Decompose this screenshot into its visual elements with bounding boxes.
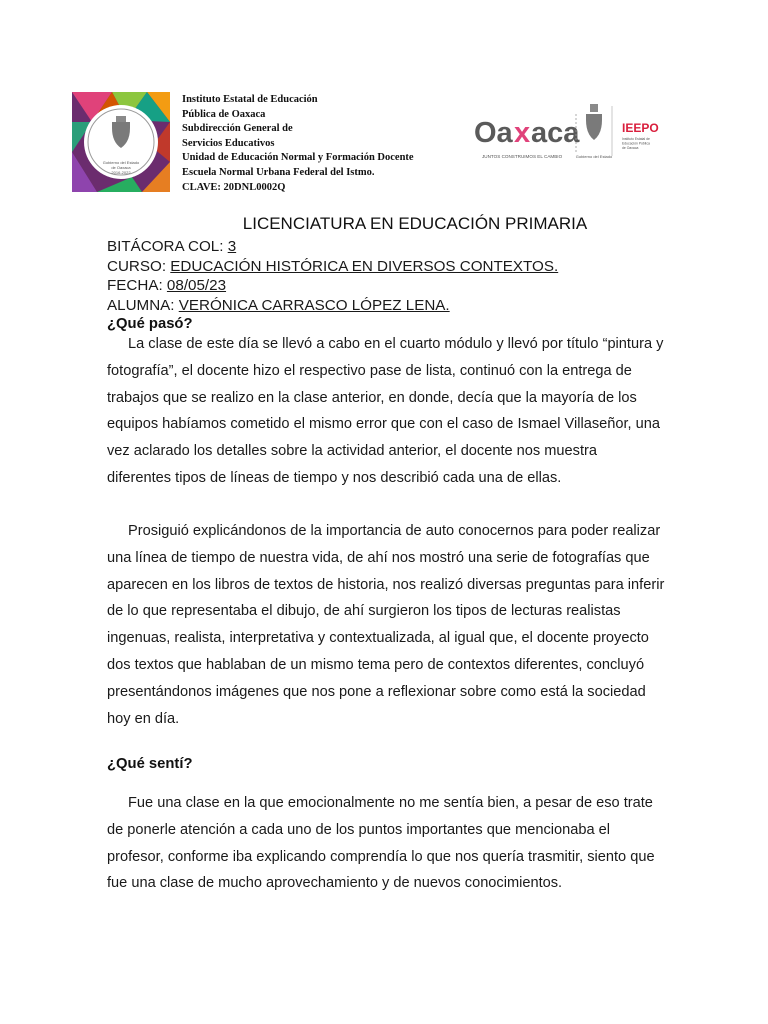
field-alumna bbox=[107, 296, 558, 316]
section-heading-que-senti: ¿Qué sentí? bbox=[107, 756, 193, 772]
document-fields bbox=[107, 237, 558, 315]
svg-text:Gobierno del Estado: Gobierno del Estado bbox=[102, 160, 140, 165]
institution-line: Subdirección General de bbox=[182, 123, 293, 135]
field-label: FECHA: bbox=[107, 277, 167, 294]
institution-line: CLAVE: 20DNL0002Q bbox=[182, 181, 286, 193]
institution-line: Servicios Educativos bbox=[182, 137, 275, 149]
paragraph: Prosiguió explicándonos de la importancia de auto conocernos para poder realizar una línea de tiempo de nuestra vida, de ahí nos mostró una serie de fotografías que aparecen en los libros de textos de historia, nos realizó diversas preguntas para inferir de lo que representaba el dibujo, de ahí surgieron los tipos de lecturas realistas ingenuas, realista, interpretativa y contextualizada, al igual que, el docente proyecto dos textos que hablaban de un mismo tema pero de contextos diferentes, concluyó presentándonos imágenes que nos pone a reflexionar sobre como está la sociedad hoy en día. bbox=[107, 523, 665, 727]
institution-line: Pública de Oaxaca bbox=[182, 108, 266, 120]
institution-line: Instituto Estatal de Educación bbox=[182, 94, 318, 105]
svg-text:Instituto Estatal de: Instituto Estatal de bbox=[622, 137, 650, 141]
institution-line: Unidad de Educación Normal y Formación Docente bbox=[182, 152, 414, 164]
paragraph: Fue una clase en la que emocionalmente no me sentía bien, a pesar de eso trate de ponerle atención a cada uno de los puntos importantes que mencionaba el profesor, conforme iba explicando comprendía lo que nos quería trasmitir, siento que fue una clase de mucho aprovechamiento y de nuevos conocimientos. bbox=[107, 795, 655, 892]
field-value: 08/05/23 bbox=[166, 277, 227, 294]
svg-text:IEEPO: IEEPO bbox=[622, 121, 659, 135]
oaxaca-government-seal-logo bbox=[72, 92, 170, 192]
field-label: ALUMNA: bbox=[107, 296, 179, 314]
institution-line: Escuela Normal Urbana Federal del Istmo. bbox=[182, 166, 375, 178]
svg-text:Oa: Oa bbox=[474, 117, 513, 149]
svg-text:de Oaxaca: de Oaxaca bbox=[622, 146, 639, 150]
field-label: BITÁCORA COL: bbox=[107, 238, 228, 255]
field-curso bbox=[107, 257, 558, 277]
field-value: VERÓNICA CARRASCO LÓPEZ LENA. bbox=[178, 296, 450, 314]
institution-header bbox=[182, 93, 414, 195]
svg-text:2016-2022: 2016-2022 bbox=[111, 170, 131, 175]
section-heading-que-paso: ¿Qué pasó? bbox=[107, 316, 193, 332]
svg-text:x: x bbox=[514, 117, 531, 149]
field-value: EDUCACIÓN HISTÓRICA EN DIVERSOS CONTEXTOS. bbox=[170, 257, 559, 275]
field-label: CURSO: bbox=[107, 257, 171, 275]
oaxaca-ieepo-logo bbox=[474, 100, 660, 164]
svg-text:aca: aca bbox=[531, 117, 580, 149]
document-title: LICENCIATURA EN EDUCACIÓN PRIMARIA bbox=[242, 214, 588, 233]
oaxaca-slogan: JUNTOS CONSTRUIMOS EL CAMBIO bbox=[482, 154, 563, 159]
svg-text:Gobierno del Estado: Gobierno del Estado bbox=[575, 154, 613, 159]
field-bitacora bbox=[107, 237, 558, 257]
field-fecha bbox=[107, 276, 558, 296]
field-value: 3 bbox=[227, 238, 237, 255]
svg-text:de Oaxaca: de Oaxaca bbox=[111, 165, 131, 170]
paragraph: La clase de este día se llevó a cabo en el cuarto módulo y llevó por título “pintura y fotografía”, el docente hizo el respectivo pase de lista, continuó con la entrega de trabajos que se realizo en la clase anterior, en donde, decía que la mayoría de los equipos habíamos cometido el mismo error que con el caso de Ismael Villaseñor, una vez aclarado los detalles sobre la actividad anterior, el docente nos muestra diferentes tipos de líneas de tiempo y nos describió cada una de ellas. bbox=[107, 336, 664, 486]
svg-text:Educación Pública: Educación Pública bbox=[622, 141, 650, 146]
